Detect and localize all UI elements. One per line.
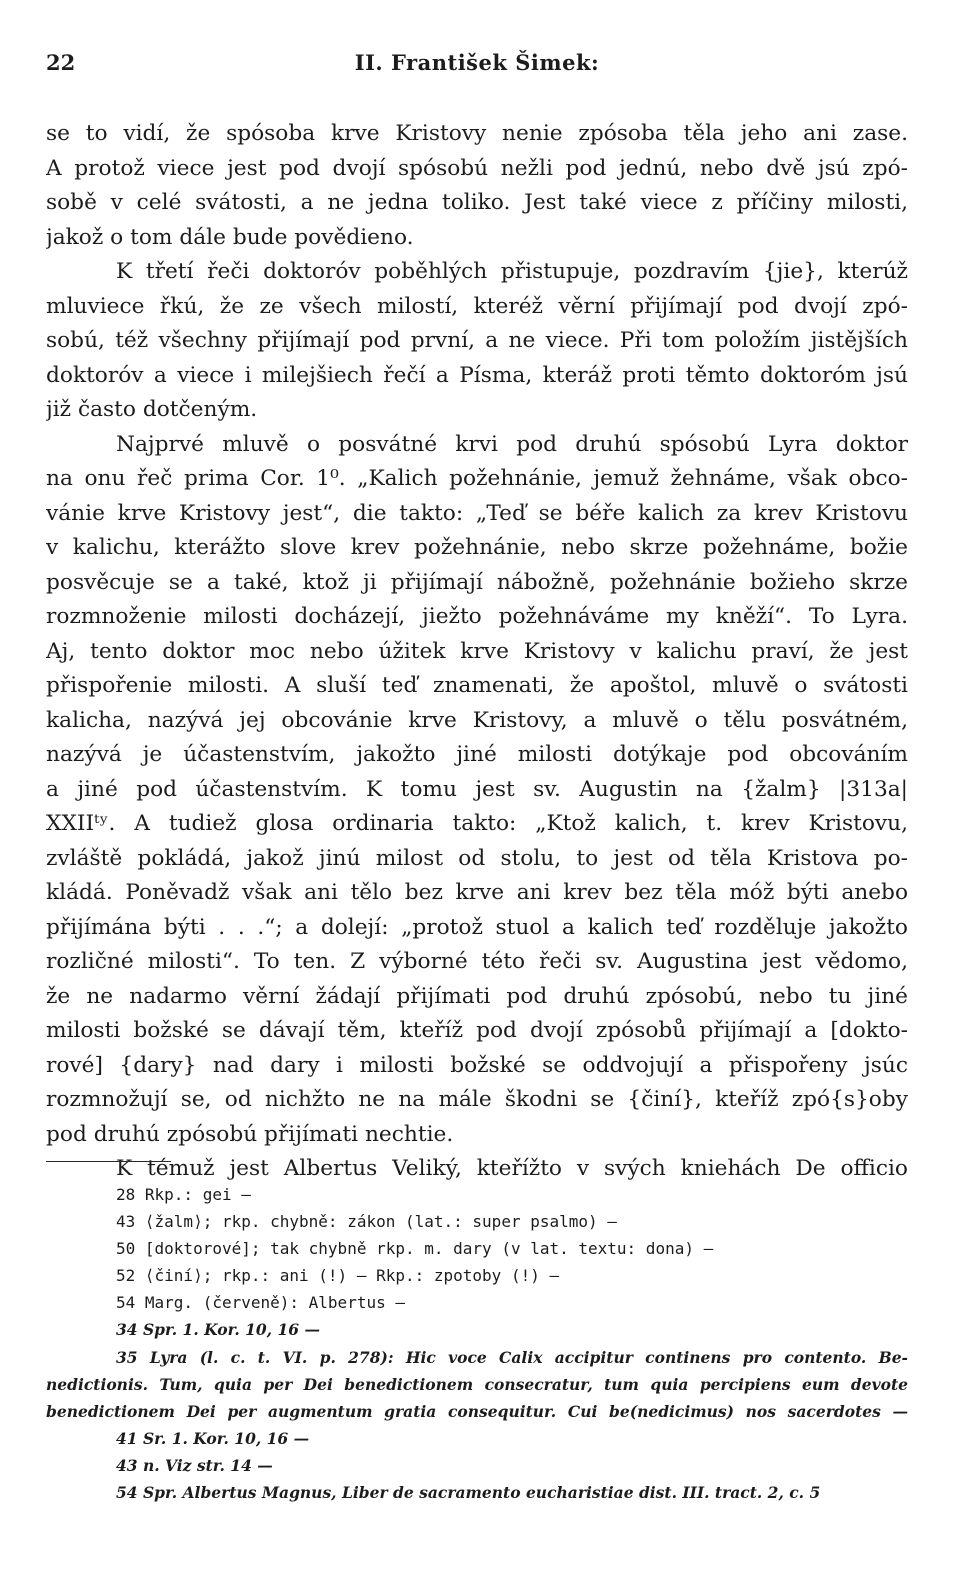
text-line: se to vidí, že spósoba krve Kristovy nenie zpósoba těla jeho ani zase. <box>46 121 908 146</box>
text-line: přispořenie milosti. A sluší teď znamenati, že apoštol, mluvě o svátosti <box>46 673 908 698</box>
main-text <box>46 117 908 1187</box>
footnote-line: 34 Spr. 1. Kor. 10, 16 — <box>116 1320 320 1340</box>
footnote-line: 28 Rkp.: gei — <box>116 1185 251 1204</box>
text-line: kalicha, nazývá jej obcovánie krve Kristovy, a mluvě o tělu posvátném, <box>46 707 908 733</box>
text-line: pod druhú zpósobú přijímati nechtie. <box>46 1121 454 1147</box>
text-line: A protož viece jest pod dvojí spósobú nežli pod jednú, nebo dvě jsú zpó- <box>46 155 908 181</box>
text-line: již často dotčeným. <box>46 397 258 422</box>
footnote-line: benedictionem Dei per augmentum gratia consequitur. Cui be(nedicimus) nos sacerdotes — <box>46 1401 908 1421</box>
footnote-line: 50 [doktorové]; tak chybně rkp. m. dary (v lat. textu: dona) — <box>116 1239 714 1259</box>
text-line: kládá. Poněvadž však ani tělo bez krve ani krev bez těla móž býti anebo <box>46 880 908 905</box>
text-line: Aj, tento doktor moc nebo úžitek krve Kristovy v kalichu praví, že jest <box>46 638 908 664</box>
text-line: sobě v celé svátosti, a ne jedna toliko. Jest také viece z příčiny milosti, <box>46 190 908 215</box>
text-line: jakož o tom dále bude povědieno. <box>46 224 414 250</box>
footnote-line: 43 n. Viz str. 14 — <box>116 1455 273 1475</box>
text-line: K témuž jest Albertus Veliký, kteřížto v svých kniehách De officio <box>116 1156 908 1181</box>
text-line: na onu řeč prima Cor. 1⁰. „Kalich požehnánie, jemuž žehnáme, však obco- <box>46 466 908 491</box>
footnote-line: 43 ⟨žalm⟩; rkp. chybně: zákon (lat.: super psalmo) — <box>116 1212 617 1232</box>
text-line: zvláště pokládá, jakož jinú milost od stolu, to jest od těla Kristova po- <box>46 845 908 871</box>
running-head <box>46 50 908 80</box>
text-line: milosti božské se dávají těm, kteříž pod dvojí zpósobů přijímají a [dokto- <box>46 1018 908 1043</box>
text-line: nazývá je účastenstvím, jakožto jiné milosti dotýkaje pod obcováním <box>46 742 908 767</box>
text-line: v kalichu, kterážto slove krev požehnánie, nebo skrze požehnáme, božie <box>46 535 908 560</box>
text-line: rozmnožují se, od nichžto ne na mále škodni se {činí}, kteříž zpó{s}oby <box>46 1087 908 1112</box>
text-line: že ne nadarmo věrní žádají přijímati pod druhú zpósobú, nebo tu jiné <box>46 983 908 1009</box>
text-line: posvěcuje se a také, ktož ji přijímají nábožně, požehnánie božieho skrze <box>46 569 908 595</box>
text-line: K třetí řeči doktoróv poběhlých přistupuje, pozdravím {jie}, kterúž <box>116 259 908 284</box>
text-line: přijímána býti . . .“; a dolejí: „protož stuol a kalich teď rozděluje jakožto <box>46 914 908 940</box>
text-line: Najprvé mluvě o posvátné krvi pod druhú spósobú Lyra doktor <box>116 431 908 457</box>
footnote-line: 54 Marg. (červeně): Albertus — <box>116 1293 405 1313</box>
text-line: XXIIᵗʸ. A tudiež glosa ordinaria takto: „Ktož kalich, t. krev Kristovu, <box>46 811 908 836</box>
footnote-line: 54 Spr. Albertus Magnus, Liber de sacramento eucharistiae dist. III. tract. 2, c. 5 <box>116 1483 821 1503</box>
text-line: vánie krve Kristovy jest“, die takto: „Teď se béře kalich za krev Kristovu <box>46 500 908 526</box>
footnote-line: 35 Lyra (l. c. t. VI. p. 278): Hic voce Calix accipitur continens pro contento. Be- <box>116 1347 908 1367</box>
footnote-divider <box>46 1161 171 1162</box>
page-number: 22 <box>46 50 76 75</box>
text-line: rozličné milosti“. To ten. Z výborné této řeči sv. Augustina jest vědomo, <box>46 949 908 974</box>
text-line: doktoróv a viece i milejšiech řečí a Písma, kteráž proti těmto doktoróm jsú <box>46 362 908 388</box>
footnote-line: nedictionis. Tum, quia per Dei benedictionem consecratur, tum quia percipiens eum devote <box>46 1374 908 1394</box>
footnote-line: 41 Sr. 1. Kor. 10, 16 — <box>116 1428 310 1448</box>
running-title: II. František Šimek: <box>354 50 600 75</box>
text-line: mluviece řkú, že ze všech milostí, kteréž věrní přijímají pod dvojí zpó- <box>46 293 908 319</box>
text-line: rové] {dary} nad dary i milosti božské se oddvojují a přispořeny jsúc <box>46 1052 908 1078</box>
text-line: a jiné pod účastenstvím. K tomu jest sv. Augustin na {žalm} |313a| <box>46 776 908 802</box>
footnotes <box>46 1181 908 1506</box>
footnote-line: 52 ⟨činí⟩; rkp.: ani (!) — Rkp.: zpotoby (!) — <box>116 1266 560 1286</box>
text-line: sobú, též všechny přijímají pod první, a ne viece. Při tom položím jistějších <box>46 328 908 353</box>
text-line: rozmnoženie milosti docházejí, jiežto požehnáváme my kněží“. To Lyra. <box>46 604 908 629</box>
